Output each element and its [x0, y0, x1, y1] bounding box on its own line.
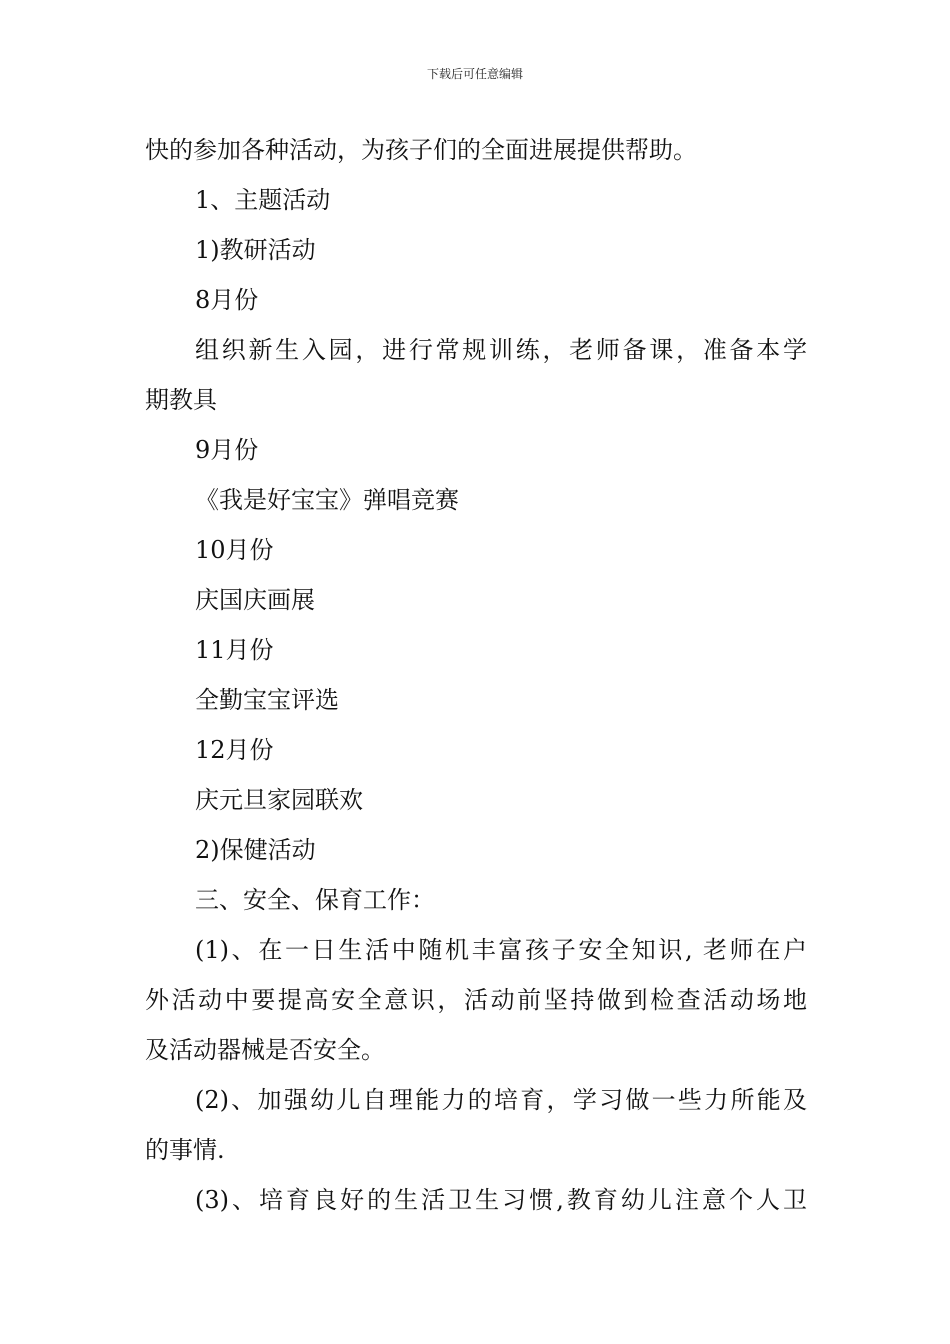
text-line: 组织新生入园，进行常规训练，老师备课，准备本学 — [195, 336, 807, 364]
text-line: 2)保健活动 — [195, 836, 316, 864]
text-line: (1)、在一日生活中随机丰富孩子安全知识, 老师在户 — [195, 936, 807, 964]
text-line: 全勤宝宝评选 — [195, 686, 339, 714]
text-line: 的事情. — [145, 1136, 225, 1164]
text-line: 12月份 — [195, 736, 274, 764]
text-line: 外活动中要提高安全意识，活动前坚持做到检查活动场地 — [145, 986, 807, 1014]
text-line: 庆国庆画展 — [195, 586, 315, 614]
text-line: 10月份 — [195, 536, 274, 564]
text-line: 期教具 — [145, 386, 217, 414]
text-line: 1、主题活动 — [195, 186, 331, 214]
text-line: 《我是好宝宝》弹唱竞赛 — [195, 486, 459, 514]
text-line: 及活动器械是否安全。 — [145, 1036, 385, 1064]
page-header: 下载后可任意编辑 — [426, 67, 523, 81]
text-line: (2)、加强幼儿自理能力的培育，学习做一些力所能及 — [195, 1086, 807, 1114]
text-line: 庆元旦家园联欢 — [195, 786, 363, 814]
text-line: 1)教研活动 — [195, 236, 316, 264]
text-line: 11月份 — [195, 636, 274, 664]
text-line: 9月份 — [195, 436, 259, 464]
text-line: (3)、培育良好的生活卫生习惯,教育幼儿注意个人卫 — [195, 1186, 807, 1214]
text-line: 8月份 — [195, 286, 259, 314]
text-line: 三、安全、保育工作： — [195, 886, 435, 914]
text-line: 快的参加各种活动，为孩子们的全面进展提供帮助。 — [145, 136, 697, 164]
document-body — [145, 125, 807, 1225]
